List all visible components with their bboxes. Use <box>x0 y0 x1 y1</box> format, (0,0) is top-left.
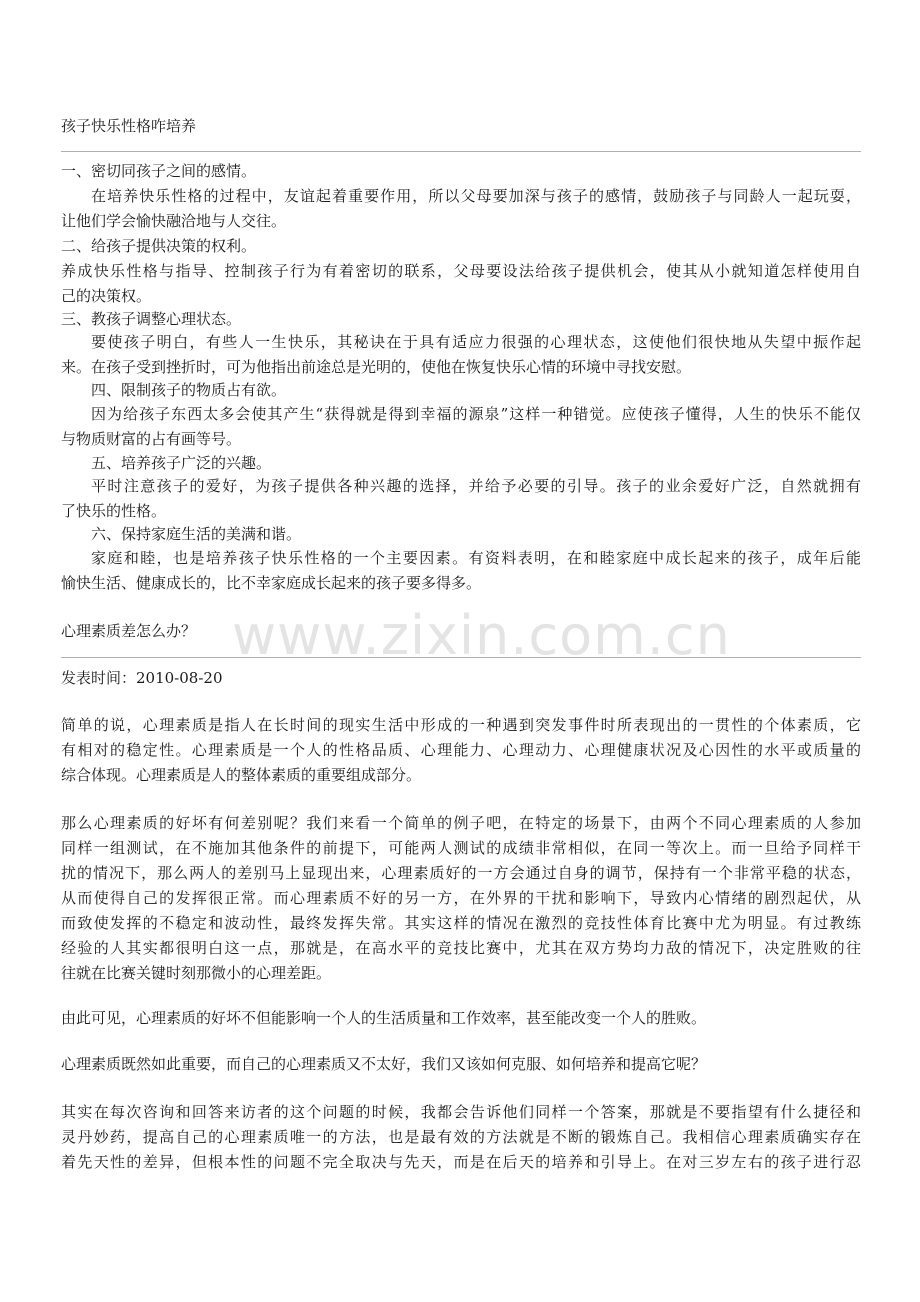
section-heading: 六、保持家庭生活的美满和谐。 <box>91 525 302 543</box>
paragraph-line: 综合体现。心理素质是人的整体素质的重要组成部分。 <box>61 766 422 784</box>
section-heading: 五、培养孩子广泛的兴趣。 <box>91 454 272 472</box>
watermark: www.zixin.com.cn <box>232 604 731 667</box>
paragraph-line: 愉快生活、健康成长的，比不幸家庭成长起来的孩子要多得多。 <box>61 574 482 592</box>
paragraph-line: 简单的说，心理素质是指人在长时间的现实生活中形成的一种遇到突发事件时所表现出的一贯性的个体素质，它 <box>61 716 861 734</box>
paragraph-line: 与物质财富的占有画等号。 <box>61 430 242 448</box>
paragraph-line: 在培养快乐性格的过程中，友谊起着重要作用，所以父母要加深与孩子的感情，鼓励孩子与同龄人一起玩耍， <box>91 187 861 205</box>
paragraph-line: 了快乐的性格。 <box>61 502 167 520</box>
paragraph-line: 往就在比赛关键时刻那微小的心理差距。 <box>61 964 332 982</box>
divider <box>61 151 861 152</box>
publish-date: 发表时间：2010-08-20 <box>61 669 223 687</box>
section-heading: 一、密切同孩子之间的感情。 <box>61 162 257 180</box>
divider <box>61 657 861 658</box>
paragraph-line: 让他们学会愉快融洽地与人交往。 <box>61 212 287 230</box>
paragraph-line: 由此可见，心理素质的好坏不但能影响一个人的生活质量和工作效率，甚至能改变一个人的胜败。 <box>61 1009 707 1027</box>
article-title: 心理素质差怎么办？ <box>61 622 197 640</box>
paragraph-line: 从而使得自己的发挥很正常。而心理素质不好的另一方，在外界的干扰和影响下，导致内心情绪的剧烈起伏，从 <box>61 889 861 907</box>
paragraph-line: 那么心理素质的好坏有何差别呢？我们来看一个简单的例子吧，在特定的场景下，由两个不同心理素质的人参加 <box>61 814 861 832</box>
section-heading: 四、限制孩子的物质占有欲。 <box>91 381 287 399</box>
paragraph-line: 因为给孩子东西太多会使其产生“获得就是得到幸福的源泉”这样一种错觉。应使孩子懂得，人生的快乐不能仅 <box>91 405 861 423</box>
paragraph-line: 而致使发挥的不稳定和波动性，最终发挥失常。其实这样的情况在激烈的竞技性体育比赛中尤为明显。有过教练 <box>61 914 861 932</box>
paragraph-line: 平时注意孩子的爱好，为孩子提供各种兴趣的选择，并给予必要的引导。孩子的业余爱好广泛，自然就拥有 <box>91 477 861 495</box>
article-title: 孩子快乐性格咋培养 <box>61 117 197 135</box>
paragraph-line: 养成快乐性格与指导、控制孩子行为有着密切的联系，父母要设法给孩子提供机会，使其从小就知道怎样使用自 <box>61 262 861 280</box>
paragraph-line: 扰的情况下，那么两人的差别马上显现出来，心理素质好的一方会通过自身的调节，保持有一个非常平稳的状态， <box>61 864 861 882</box>
paragraph-line: 同样一组测试，在不施加其他条件的前提下，可能两人测试的成绩非常相似，在同一等次上。而一旦给予同样干 <box>61 839 861 857</box>
paragraph-line: 要使孩子明白，有些人一生快乐，其秘诀在于具有适应力很强的心理状态，这使他们很快地从失望中振作起 <box>91 333 861 351</box>
section-heading: 二、给孩子提供决策的权利。 <box>61 237 257 255</box>
paragraph-line: 心理素质既然如此重要，而自己的心理素质又不太好，我们又该如何克服、如何培养和提高它呢？ <box>61 1055 707 1073</box>
paragraph-line: 着先天性的差异，但根本性的问题不完全取决与先天，而是在后天的培养和引导上。在对三岁左右的孩子进行忍 <box>61 1153 861 1171</box>
section-heading: 三、教孩子调整心理状态。 <box>61 310 242 328</box>
paragraph-line: 有相对的稳定性。心理素质是一个人的性格品质、心理能力、心理动力、心理健康状况及心因性的水平或质量的 <box>61 741 861 759</box>
paragraph-line: 来。在孩子受到挫折时，可为他指出前途总是光明的，使他在恢复快乐心情的环境中寻找安慰。 <box>61 358 692 376</box>
paragraph-line: 灵丹妙药，提高自己的心理素质唯一的方法，也是最有效的方法就是不断的锻炼自己。我相信心理素质确实存在 <box>61 1128 861 1146</box>
paragraph-line: 其实在每次咨询和回答来访者的这个问题的时候，我都会告诉他们同样一个答案，那就是不要指望有什么捷径和 <box>61 1103 861 1121</box>
paragraph-line: 己的决策权。 <box>61 287 152 305</box>
paragraph-line: 家庭和睦，也是培养孩子快乐性格的一个主要因素。有资料表明，在和睦家庭中成长起来的孩子，成年后能 <box>91 549 861 567</box>
paragraph-line: 经验的人其实都很明白这一点，那就是，在高水平的竞技比赛中，尤其在双方势均力敌的情况下，决定胜败的往 <box>61 939 861 957</box>
